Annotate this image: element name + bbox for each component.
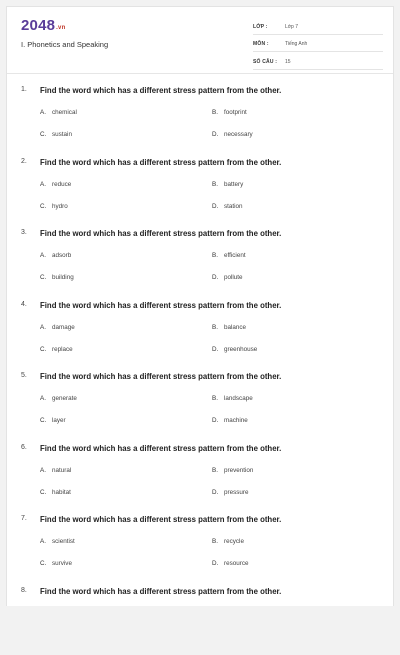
- question-text: Find the word which has a different stress pattern from the other.: [40, 515, 281, 524]
- meta-value: 15: [285, 59, 291, 65]
- answer-option[interactable]: [40, 203, 68, 210]
- question-text: Find the word which has a different stress pattern from the other.: [40, 444, 281, 453]
- option-text: battery: [224, 181, 243, 188]
- option-text: natural: [52, 467, 71, 474]
- option-text: building: [52, 274, 74, 281]
- question-text: Find the word which has a different stress pattern from the other.: [40, 86, 281, 95]
- answer-option[interactable]: [212, 131, 253, 138]
- option-text: station: [224, 203, 243, 210]
- option-text: sustain: [52, 131, 72, 138]
- meta-row-question-count: [253, 55, 383, 70]
- option-text: balance: [224, 324, 246, 331]
- option-letter: A.: [40, 395, 52, 402]
- option-text: pollute: [224, 274, 243, 281]
- answer-option[interactable]: [212, 109, 247, 116]
- answer-option[interactable]: [212, 395, 253, 402]
- question-number: 2.: [21, 158, 27, 165]
- option-letter: D.: [212, 131, 224, 138]
- answer-option[interactable]: [212, 538, 244, 545]
- option-letter: C.: [40, 274, 52, 281]
- option-letter: D.: [212, 274, 224, 281]
- option-text: landscape: [224, 395, 253, 402]
- question-text: Find the word which has a different stress pattern from the other.: [40, 372, 281, 381]
- option-letter: C.: [40, 346, 52, 353]
- worksheet-header: [7, 7, 393, 69]
- option-letter: D.: [212, 489, 224, 496]
- option-letter: D.: [212, 203, 224, 210]
- question-number: 6.: [21, 444, 27, 451]
- question-number: 7.: [21, 515, 27, 522]
- meta-row-subject: [253, 38, 383, 53]
- question-number: 5.: [21, 372, 27, 379]
- answer-option[interactable]: [212, 560, 249, 567]
- answer-option[interactable]: [212, 203, 243, 210]
- worksheet-page: [6, 6, 394, 606]
- answer-option[interactable]: [40, 181, 71, 188]
- option-text: scientist: [52, 538, 75, 545]
- header-divider: [7, 73, 393, 74]
- meta-key: SỐ CÂU :: [253, 59, 285, 65]
- logo-sub: .vn: [56, 25, 65, 31]
- option-text: survive: [52, 560, 72, 567]
- answer-option[interactable]: [40, 109, 77, 116]
- option-text: generate: [52, 395, 77, 402]
- answer-option[interactable]: [212, 489, 249, 496]
- option-letter: C.: [40, 203, 52, 210]
- option-text: necessary: [224, 131, 253, 138]
- answer-option[interactable]: [40, 346, 73, 353]
- option-letter: A.: [40, 324, 52, 331]
- answer-option[interactable]: [40, 489, 71, 496]
- question-item: [7, 441, 393, 513]
- logo-main: 2048: [21, 17, 55, 34]
- answer-option[interactable]: [212, 346, 257, 353]
- answer-option[interactable]: [40, 560, 72, 567]
- question-number: 4.: [21, 301, 27, 308]
- answer-option[interactable]: [40, 131, 72, 138]
- question-number: 8.: [21, 587, 27, 594]
- section-title: I. Phonetics and Speaking: [21, 40, 108, 49]
- option-text: damage: [52, 324, 75, 331]
- question-list: [7, 83, 393, 655]
- option-text: resource: [224, 560, 249, 567]
- question-text: Find the word which has a different stress pattern from the other.: [40, 301, 281, 310]
- option-text: greenhouse: [224, 346, 257, 353]
- question-item: [7, 584, 393, 655]
- answer-option[interactable]: [40, 417, 66, 424]
- question-item: [7, 298, 393, 370]
- option-letter: B.: [212, 467, 224, 474]
- option-text: habitat: [52, 489, 71, 496]
- answer-option[interactable]: [212, 324, 246, 331]
- question-text: Find the word which has a different stress pattern from the other.: [40, 587, 281, 596]
- option-text: chemical: [52, 109, 77, 116]
- option-letter: B.: [212, 538, 224, 545]
- option-text: replace: [52, 346, 73, 353]
- option-letter: B.: [212, 395, 224, 402]
- option-letter: B.: [212, 181, 224, 188]
- option-letter: C.: [40, 560, 52, 567]
- question-item: [7, 512, 393, 584]
- answer-option[interactable]: [212, 467, 253, 474]
- question-text: Find the word which has a different stress pattern from the other.: [40, 158, 281, 167]
- meta-row-class: [253, 20, 383, 35]
- option-text: layer: [52, 417, 66, 424]
- option-text: efficient: [224, 252, 246, 259]
- option-text: adsorb: [52, 252, 71, 259]
- option-text: footprint: [224, 109, 247, 116]
- question-number: 1.: [21, 86, 27, 93]
- question-text: Find the word which has a different stress pattern from the other.: [40, 229, 281, 238]
- question-item: [7, 83, 393, 155]
- answer-option[interactable]: [212, 252, 246, 259]
- option-letter: A.: [40, 467, 52, 474]
- option-letter: A.: [40, 181, 52, 188]
- answer-option[interactable]: [212, 417, 248, 424]
- question-item: [7, 226, 393, 298]
- option-letter: B.: [212, 252, 224, 259]
- option-text: recycle: [224, 538, 244, 545]
- option-letter: A.: [40, 109, 52, 116]
- option-letter: C.: [40, 131, 52, 138]
- meta-value: Tiếng Anh: [285, 41, 307, 47]
- answer-option[interactable]: [212, 181, 243, 188]
- question-item: [7, 369, 393, 441]
- answer-option[interactable]: [40, 274, 74, 281]
- answer-option[interactable]: [40, 467, 71, 474]
- answer-option[interactable]: [40, 395, 77, 402]
- option-letter: D.: [212, 417, 224, 424]
- option-letter: D.: [212, 346, 224, 353]
- site-logo[interactable]: [21, 17, 65, 34]
- option-letter: D.: [212, 560, 224, 567]
- answer-option[interactable]: [212, 274, 243, 281]
- answer-option[interactable]: [40, 538, 75, 545]
- option-text: machine: [224, 417, 248, 424]
- option-letter: C.: [40, 489, 52, 496]
- answer-option[interactable]: [40, 324, 75, 331]
- answer-option[interactable]: [40, 252, 71, 259]
- option-text: reduce: [52, 181, 71, 188]
- meta-key: MÔN :: [253, 41, 285, 47]
- option-letter: A.: [40, 538, 52, 545]
- option-letter: B.: [212, 324, 224, 331]
- option-text: hydro: [52, 203, 68, 210]
- meta-value: Lớp 7: [285, 24, 298, 30]
- question-number: 3.: [21, 229, 27, 236]
- option-letter: A.: [40, 252, 52, 259]
- option-text: pressure: [224, 489, 249, 496]
- meta-key: LỚP :: [253, 24, 285, 30]
- option-letter: B.: [212, 109, 224, 116]
- worksheet-meta: [253, 20, 383, 73]
- question-item: [7, 155, 393, 227]
- option-text: prevention: [224, 467, 253, 474]
- option-letter: C.: [40, 417, 52, 424]
